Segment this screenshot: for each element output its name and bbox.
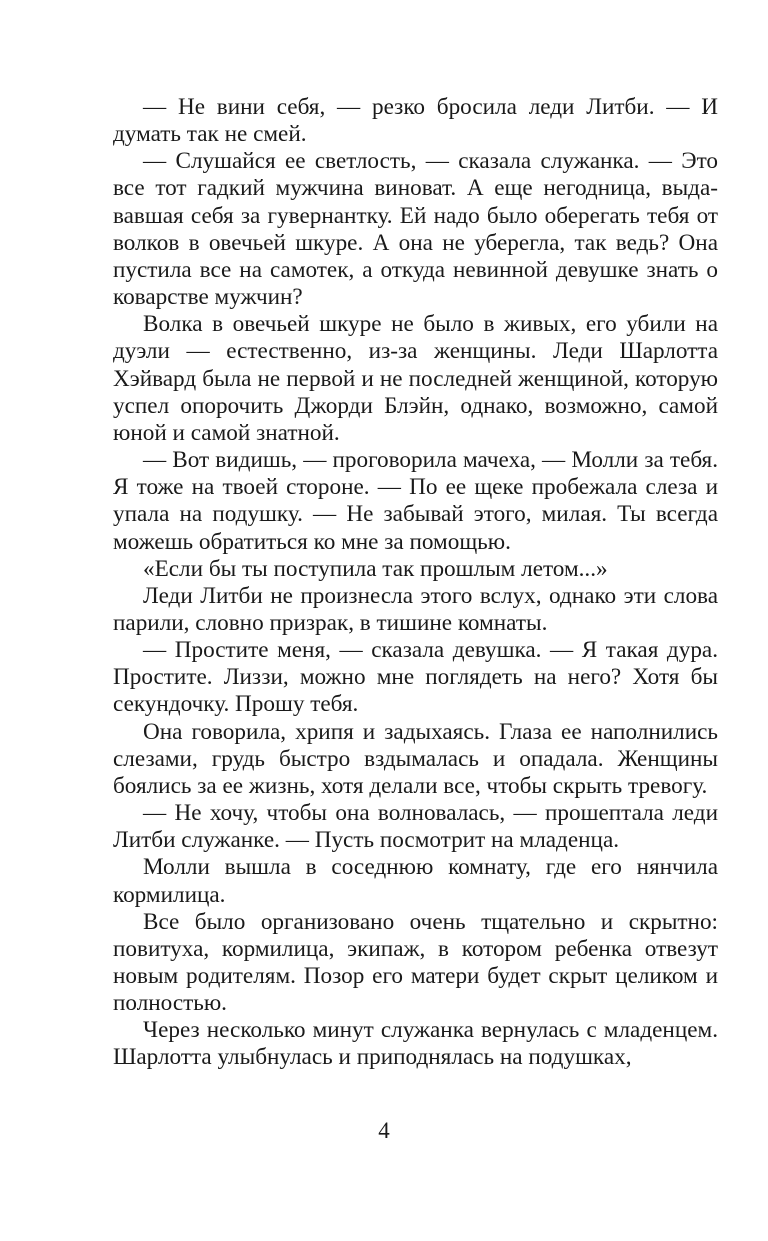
paragraph: Через несколько минут служанка вернулась с младенцем. Шарлотта улыбнулась и приподнялась на подушках, [113, 1017, 718, 1071]
page-number: 4 [378, 1118, 390, 1143]
paragraph: Леди Литби не произнесла этого вслух, однако эти слова парили, словно призрак, в тишине комнаты. [113, 582, 718, 636]
paragraph: — Вот видишь, — проговорила мачеха, — Молли за тебя. Я тоже на твоей стороне. — По ее щеке пробежала слеза и упала на подушку. — Не забывай этого, милая. Ты всегда можешь обратиться ко мне за помощью. [113, 447, 718, 555]
book-page-text [113, 94, 718, 1072]
paragraph: — Простите меня, — сказала девушка. — Я такая дура. Простите. Лиззи, можно мне поглядеть на него? Хотя бы секундочку. Прошу тебя. [113, 637, 718, 718]
paragraph: Молли вышла в соседнюю комнату, где его нянчила кормилица. [113, 854, 718, 908]
paragraph: — Не вини себя, — резко бросила леди Литби. — И думать так не смей. [113, 94, 718, 148]
paragraph: — Не хочу, чтобы она волновалась, — прошептала леди Литби служанке. — Пусть посмотрит на младенца. [113, 800, 718, 854]
paragraph: Волка в овечьей шкуре не было в живых, его убили на дуэли — естественно, из-за женщины. Леди Шарлотта Хэйвард была не первой и не последней женщиной, которую успел опорочить Джорди Блэйн, однако, возможно, самой юной и самой знатной. [113, 311, 718, 446]
paragraph: Все было организовано очень тщательно и скрытно: повитуха, кормилица, экипаж, в котором ребенка отвезут новым родителям. Позор его матери будет скрыт целиком и полностью. [113, 908, 718, 1017]
paragraph: «Если бы ты поступила так прошлым летом...» [143, 555, 608, 582]
paragraph: — Слушайся ее светлость, — сказала служанка. — Это все тот гадкий мужчина виноват. А еще негодница, выдававшая себя за гувернантку. Ей надо было оберегать тебя от волков в овечьей шкуре. А она не уберегла, так ведь? Она пустила все на самотек, а откуда невинной девушке знать о коварстве мужчин? [113, 148, 718, 311]
paragraph: Она говорила, хрипя и задыхаясь. Глаза ее наполнились слезами, грудь быстро вздымалась и опадала. Женщины боялись за ее жизнь, хотя делали все, чтобы скрыть тревогу. [113, 718, 718, 799]
